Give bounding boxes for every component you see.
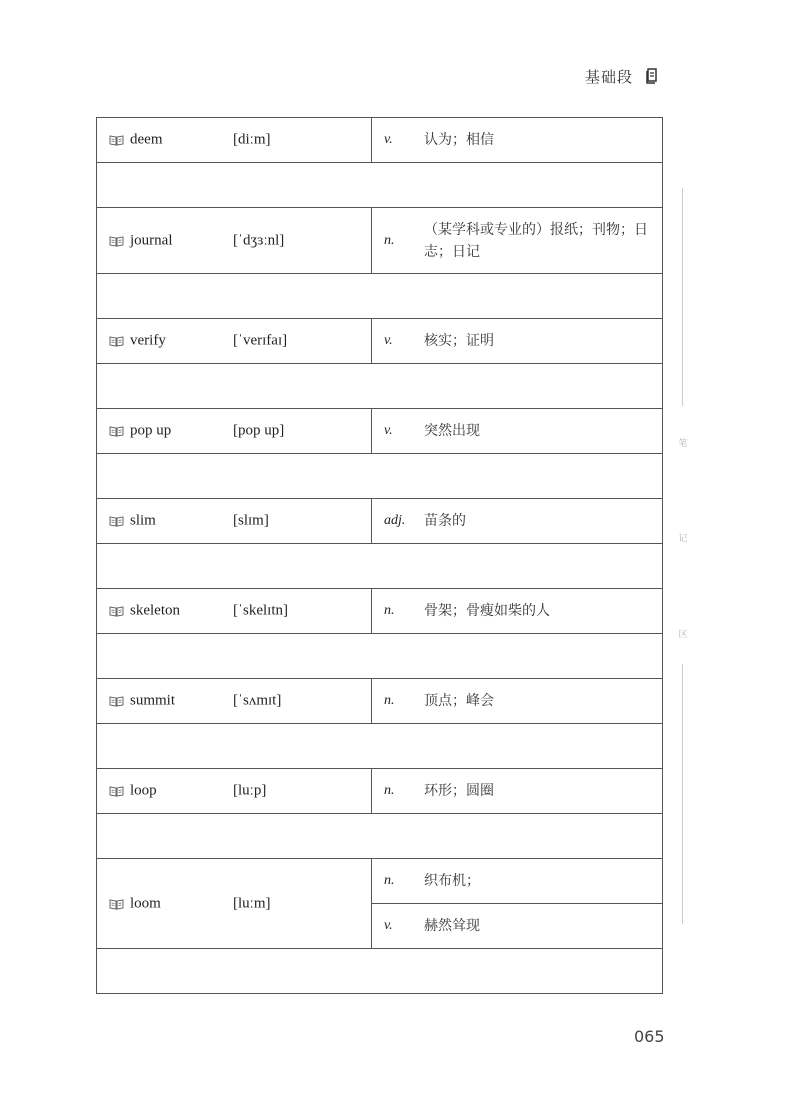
meaning: 赫然耸现 <box>424 918 480 934</box>
blank-note-cell <box>97 163 663 208</box>
blank-note-row <box>97 814 663 859</box>
meaning: 织布机； <box>424 873 480 889</box>
notes-label-char: 区 <box>678 630 688 640</box>
word: loop <box>130 782 157 799</box>
meaning: 核实；证明 <box>424 333 494 349</box>
part-of-speech: v. <box>384 918 393 933</box>
notes-divider-top <box>682 188 683 406</box>
part-of-speech: adj. <box>384 513 406 528</box>
meaning: 骨架；骨瘦如柴的人 <box>424 603 550 619</box>
meaning: 苗条的 <box>424 513 466 529</box>
blank-note-row <box>97 949 663 994</box>
definition-cell <box>372 118 663 163</box>
part-of-speech: n. <box>384 603 395 618</box>
definition-cell <box>372 499 663 544</box>
definition-cell <box>372 859 663 904</box>
book-icon <box>109 336 124 347</box>
blank-note-cell <box>97 814 663 859</box>
word-cell <box>97 589 372 634</box>
meaning: 顶点；峰会 <box>424 693 494 709</box>
word-cell <box>97 118 372 163</box>
part-of-speech: n. <box>384 873 395 888</box>
meaning: 环形；圆圈 <box>424 783 494 799</box>
definition-cell <box>372 208 663 274</box>
book-icon <box>109 516 124 527</box>
blank-note-cell <box>97 274 663 319</box>
word-cell <box>97 409 372 454</box>
word-cell <box>97 679 372 724</box>
phonetic: [ˈskelɪtn] <box>233 602 288 619</box>
part-of-speech: n. <box>384 693 395 708</box>
vocabulary-table <box>96 117 663 994</box>
vocab-row <box>97 319 663 364</box>
book-icon <box>109 786 124 797</box>
book-stack-icon <box>645 67 659 85</box>
phonetic: [ˈverɪfaɪ] <box>233 332 288 349</box>
word: journal <box>130 232 173 248</box>
definition-cell <box>372 589 663 634</box>
meaning: 认为；相信 <box>424 132 494 148</box>
part-of-speech: v. <box>384 423 393 438</box>
word: slim <box>130 512 156 529</box>
phonetic: [luːp] <box>233 782 267 799</box>
word: deem <box>130 131 163 148</box>
part-of-speech: v. <box>384 132 393 147</box>
blank-note-row <box>97 544 663 589</box>
book-icon <box>109 606 124 617</box>
vocab-row <box>97 859 663 904</box>
word: verify <box>130 332 166 349</box>
phonetic: [ˈdʒɜːnl] <box>233 232 285 248</box>
section-title: 基础段 <box>585 68 634 86</box>
blank-note-cell <box>97 454 663 499</box>
blank-note-row <box>97 634 663 679</box>
notes-divider-bottom <box>682 664 683 924</box>
meaning: （某学科或专业的）报纸；刊物；日志；日记 <box>424 221 648 260</box>
blank-note-cell <box>97 364 663 409</box>
blank-note-row <box>97 724 663 769</box>
book-icon <box>109 899 124 910</box>
blank-note-row <box>97 163 663 208</box>
blank-note-cell <box>97 724 663 769</box>
blank-note-row <box>97 364 663 409</box>
definition-cell <box>372 409 663 454</box>
blank-note-row <box>97 454 663 499</box>
word: pop up <box>130 422 172 439</box>
word-cell <box>97 499 372 544</box>
blank-note-cell <box>97 544 663 589</box>
part-of-speech: v. <box>384 333 393 348</box>
phonetic: [pop up] <box>233 422 285 439</box>
blank-note-row <box>97 274 663 319</box>
vocab-row <box>97 589 663 634</box>
definition-cell <box>372 319 663 364</box>
word-cell <box>97 319 372 364</box>
phonetic: [ˈsʌmɪt] <box>233 692 282 709</box>
notes-label-char: 笔 <box>678 439 688 449</box>
word-cell <box>97 859 372 949</box>
page-number: 065 <box>634 1027 665 1046</box>
definition-cell <box>372 769 663 814</box>
vocab-row <box>97 769 663 814</box>
notes-label-char: 记 <box>678 534 688 544</box>
word: summit <box>130 692 176 709</box>
blank-note-cell <box>97 634 663 679</box>
word: skeleton <box>130 602 180 619</box>
phonetic: [slɪm] <box>233 512 269 529</box>
book-icon <box>109 696 124 707</box>
vocab-row <box>97 208 663 274</box>
vocab-row <box>97 499 663 544</box>
word: loom <box>130 895 161 911</box>
phonetic: [luːm] <box>233 895 271 911</box>
part-of-speech: n. <box>384 783 395 798</box>
word-cell <box>97 208 372 274</box>
book-icon <box>109 426 124 437</box>
definition-cell <box>372 904 663 949</box>
blank-note-cell <box>97 949 663 994</box>
vocab-row <box>97 118 663 163</box>
part-of-speech: n. <box>384 232 395 248</box>
vocab-row <box>97 409 663 454</box>
book-icon <box>109 236 124 247</box>
book-icon <box>109 135 124 146</box>
vocab-row <box>97 679 663 724</box>
phonetic: [diːm] <box>233 131 271 148</box>
meaning: 突然出现 <box>424 423 480 439</box>
word-cell <box>97 769 372 814</box>
definition-cell <box>372 679 663 724</box>
